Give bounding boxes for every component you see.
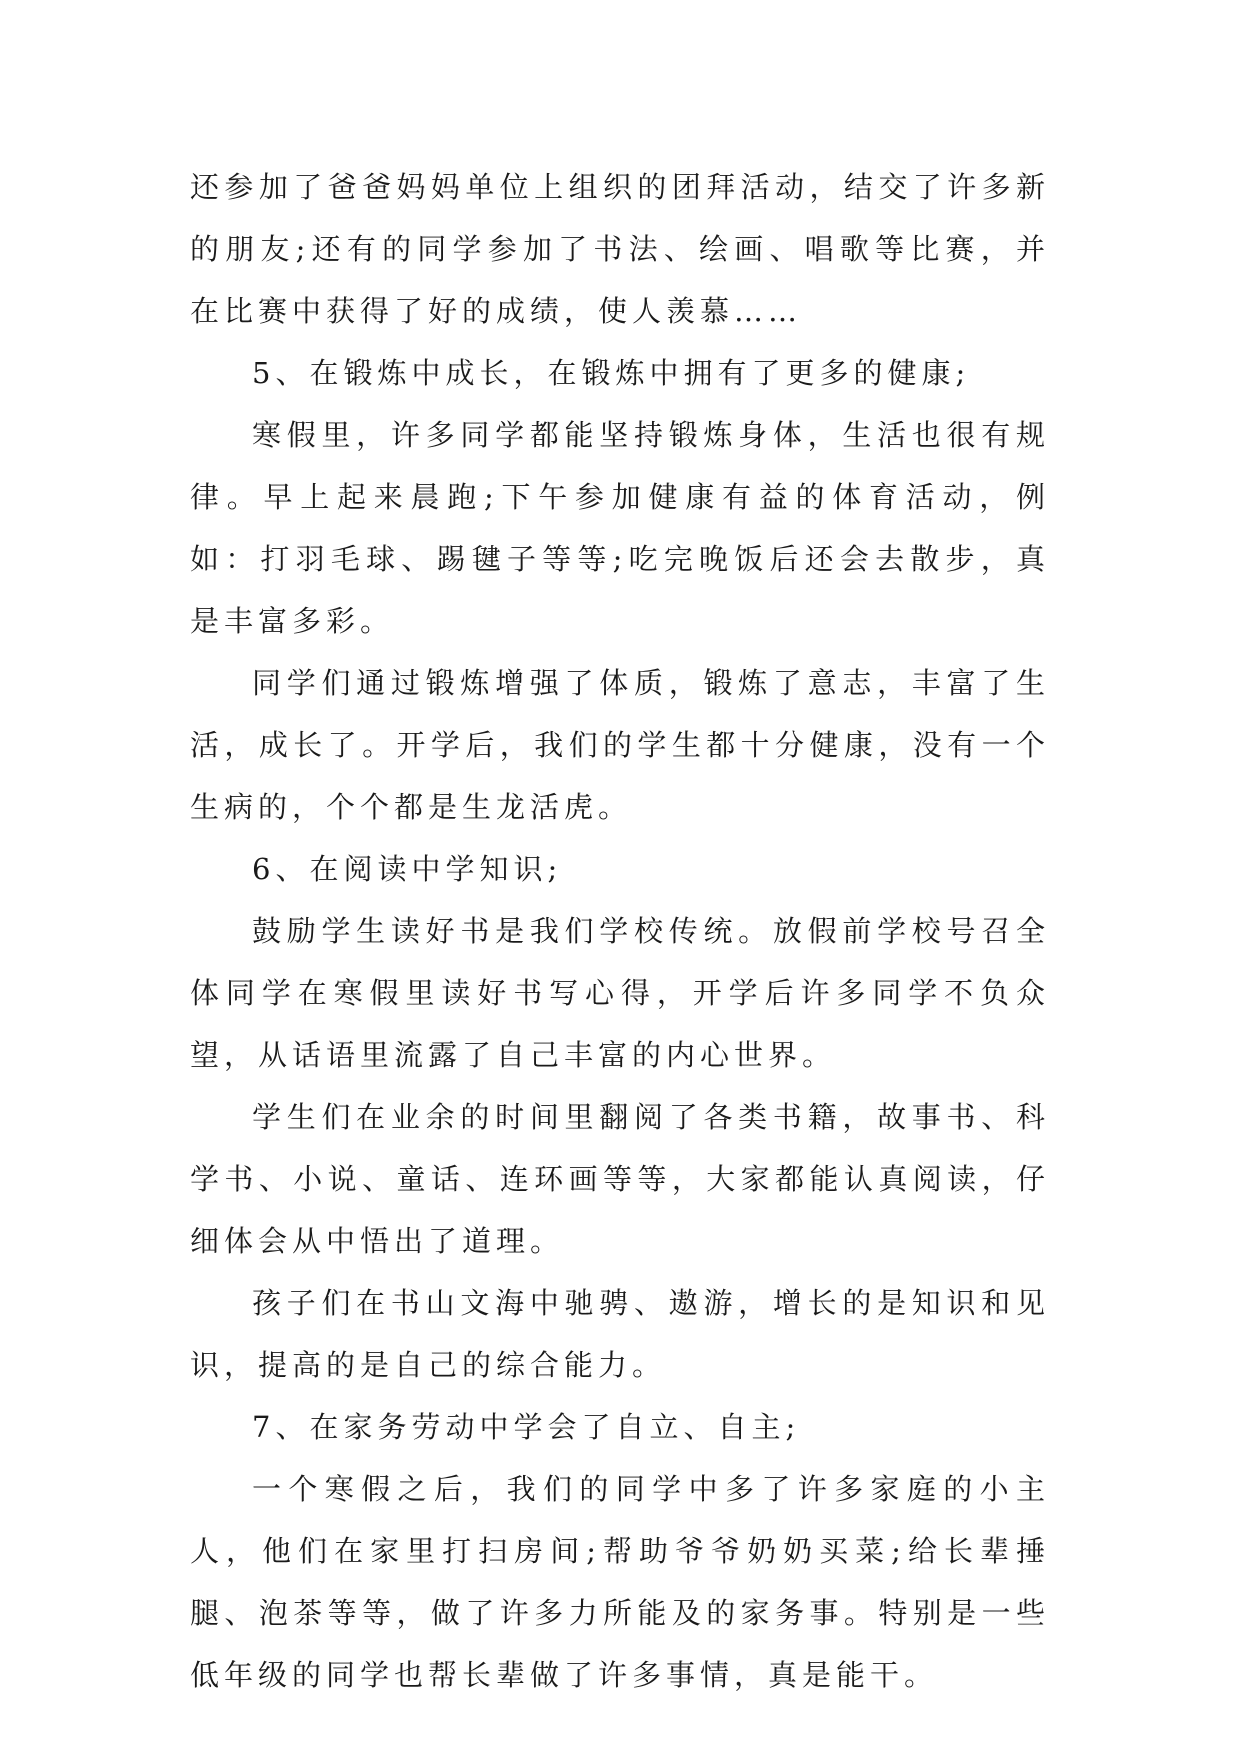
paragraph-reading-result: 孩子们在书山文海中驰骋、遨游，增长的是知识和见识，提高的是自己的综合能力。 xyxy=(190,1286,1050,1382)
paragraph-exercise-result: 同学们通过锻炼增强了体质，锻炼了意志，丰富了生活，成长了。开学后，我们的学生都十分健康，没有一个生病的，个个都是生龙活虎。 xyxy=(190,666,1050,824)
paragraph-housework: 一个寒假之后，我们的同学中多了许多家庭的小主人，他们在家里打扫房间;帮助爷爷奶奶买菜;给长辈捶腿、泡茶等等，做了许多力所能及的家务事。特别是一些低年级的同学也帮长辈做了许多事情，真是能干。 xyxy=(190,1472,1050,1692)
section-heading-housework: 7、在家务劳动中学会了自立、自主; xyxy=(252,1410,801,1444)
section-heading-exercise: 5、在锻炼中成长，在锻炼中拥有了更多的健康; xyxy=(252,356,971,390)
section-heading-reading: 6、在阅读中学知识; xyxy=(252,852,563,886)
paragraph-reading-books: 学生们在业余的时间里翻阅了各类书籍，故事书、科学书、小说、童话、连环画等等，大家都能认真阅读，仔细体会从中悟出了道理。 xyxy=(190,1100,1050,1258)
paragraph-exercise-routine: 寒假里，许多同学都能坚持锻炼身体，生活也很有规律。早上起来晨跑;下午参加健康有益的体育活动，例如：打羽毛球、踢毽子等等;吃完晚饭后还会去散步，真是丰富多彩。 xyxy=(190,418,1050,638)
document-body xyxy=(190,156,1050,1706)
paragraph-reading-tradition: 鼓励学生读好书是我们学校传统。放假前学校号召全体同学在寒假里读好书写心得，开学后许多同学不负众望，从话语里流露了自己丰富的内心世界。 xyxy=(190,914,1050,1072)
paragraph-continuation: 还参加了爸爸妈妈单位上组织的团拜活动，结交了许多新的朋友;还有的同学参加了书法、绘画、唱歌等比赛，并在比赛中获得了好的成绩，使人羡慕…… xyxy=(190,170,1050,328)
